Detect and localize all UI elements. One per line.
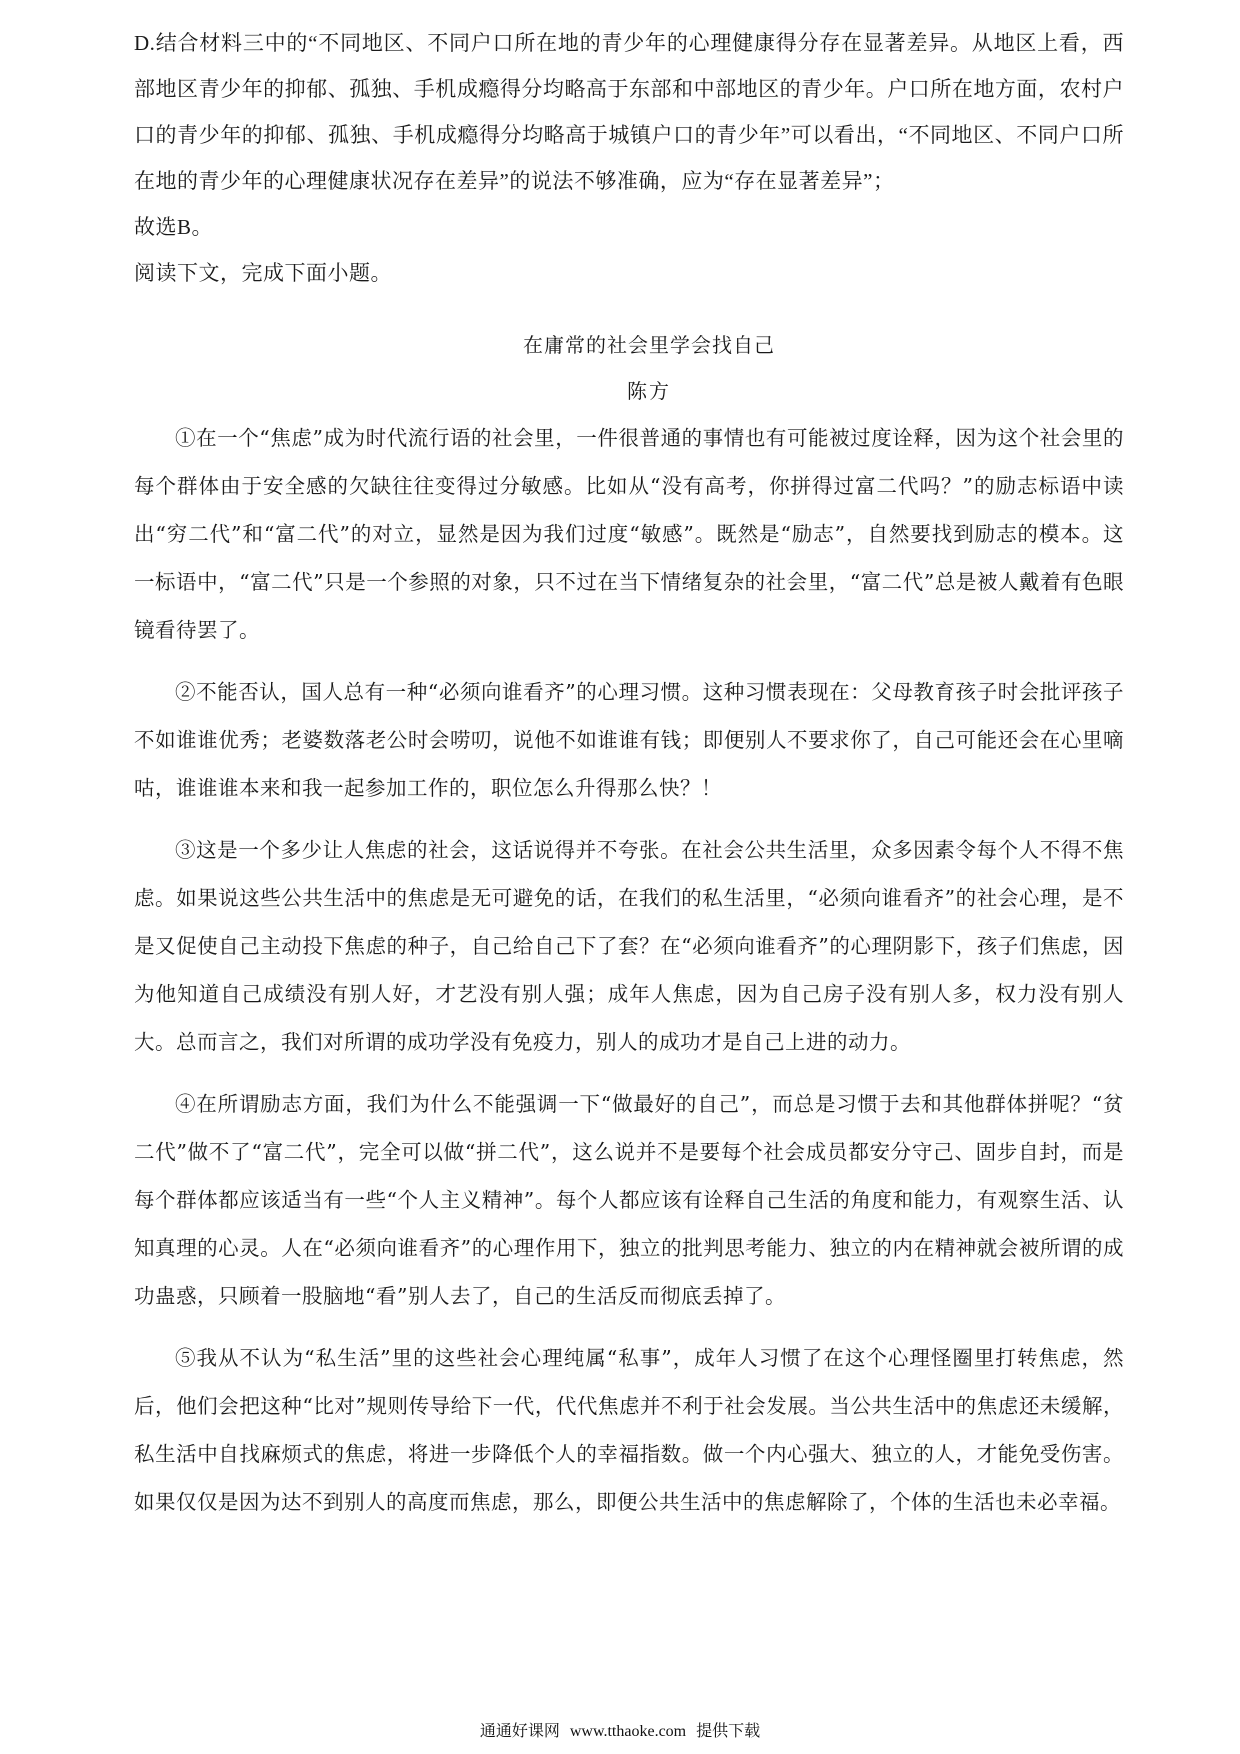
answer-conclusion: 故选B。 xyxy=(134,215,214,239)
footer-site-url[interactable]: www.tthaoke.com xyxy=(569,1723,687,1740)
article-paragraph-3: ③这是一个多少让人焦虑的社会，这话说得并不夸张。在社会公共生活里，众多因素令每个人不得不焦虑。如果说这些公共生活中的焦虑是无可避免的话，在我们的私生活里，“必须向谁看齐”的社会心理，是不是又促使自己主动投下焦虑的种子，自己给自己下了套？在“必须向谁看齐”的心理阴影下，孩子们焦虑，因为他知道自己成绩没有别人好，才艺没有别人强；成年人焦虑，因为自己房子没有别人多，权力没有别人大。总而言之，我们对所谓的成功学没有免疫力，别人的成功才是自己上进的动力。 xyxy=(134,838,1124,1054)
article-paragraph-1: ①在一个“焦虑”成为时代流行语的社会里，一件很普通的事情也有可能被过度诠释，因为这个社会里的每个群体由于安全感的欠缺往往变得过分敏感。比如从“没有高考，你拼得过富二代吗？”的励志标语中读出“穷二代”和“富二代”的对立，显然是因为我们过度“敏感”。既然是“励志”，自然要找到励志的模本。这一标语中，“富二代”只是一个参照的对象，只不过在当下情绪复杂的社会里，“富二代”总是被人戴着有色眼镜看待罢了。 xyxy=(134,426,1124,642)
article-author: 陈方 xyxy=(627,379,671,403)
reading-instruction: 阅读下文，完成下面小题。 xyxy=(134,261,392,285)
article-body xyxy=(134,414,1124,1526)
answer-option-d: D.结合材料三中的“不同地区、不同户口所在地的青少年的心理健康得分存在显著差异。从地区上看，西部地区青少年的抑郁、孤独、手机成瘾得分均略高于东部和中部地区的青少年。户口所在地方面，农村户口的青少年的抑郁、孤独、手机成瘾得分均略高于城镇户口的青少年”可以看出，“不同地区、不同户口所在地的青少年的心理健康状况存在差异”的说法不够准确，应为“存在显著差异”； xyxy=(134,31,1124,193)
article-paragraph-4: ④在所谓励志方面，我们为什么不能强调一下“做最好的自己”，而总是习惯于去和其他群体拼呢？“贫二代”做不了“富二代”，完全可以做“拼二代”，这么说并不是要每个社会成员都安分守己、固步自封，而是每个群体都应该适当有一些“个人主义精神”。每个人都应该有诠释自己生活的角度和能力，有观察生活、认知真理的心灵。人在“必须向谁看齐”的心理作用下，独立的批判思考能力、独立的内在精神就会被所谓的成功蛊惑，只顾着一股脑地“看”别人去了，自己的生活反而彻底丢掉了。 xyxy=(134,1092,1124,1308)
article-paragraph-2: ②不能否认，国人总有一种“必须向谁看齐”的心理习惯。这种习惯表现在：父母教育孩子时会批评孩子不如谁谁优秀；老婆数落老公时会唠叨，说他不如谁谁有钱；即便别人不要求你了，自己可能还会在心里嘀咕，谁谁谁本来和我一起参加工作的，职位怎么升得那么快？！ xyxy=(134,680,1124,800)
footer-suffix: 提供下载 xyxy=(696,1723,761,1740)
answer-explanation xyxy=(134,20,1124,296)
page-footer xyxy=(0,1718,1240,1741)
article-paragraph-5: ⑤我从不认为“私生活”里的这些社会心理纯属“私事”，成年人习惯了在这个心理怪圈里打转焦虑，然后，他们会把这种“比对”规则传导给下一代，代代焦虑并不利于社会发展。当公共生活中的焦虑还未缓解，私生活中自找麻烦式的焦虑，将进一步降低个人的幸福指数。做一个内心强大、独立的人，才能免受伤害。如果仅仅是因为达不到别人的高度而焦虑，那么，即便公共生活中的焦虑解除了，个体的生活也未必幸福。 xyxy=(134,1346,1124,1514)
article-title: 在庸常的社会里学会找自己 xyxy=(523,333,775,357)
footer-site-name: 通通好课网 xyxy=(479,1723,560,1740)
document-page xyxy=(134,20,1124,1540)
